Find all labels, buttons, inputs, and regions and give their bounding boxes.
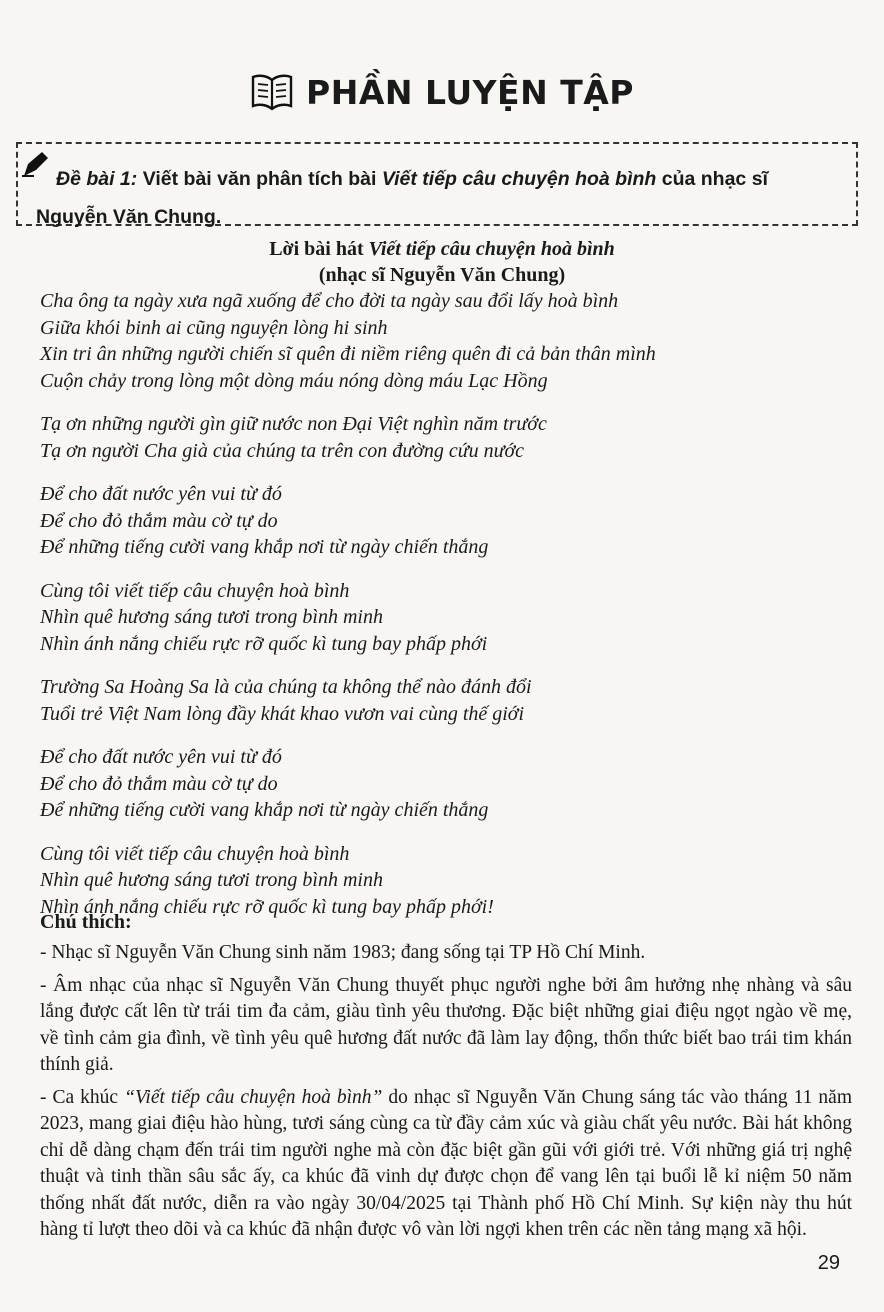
song-author: (nhạc sĩ Nguyễn Văn Chung) xyxy=(318,264,566,286)
task-box xyxy=(16,142,858,226)
page-number: 29 xyxy=(817,1252,840,1274)
lyric-line: Để cho đỏ thắm màu cờ tự do xyxy=(40,509,278,532)
section-title: PHẦN LUYỆN TẬP xyxy=(306,72,634,112)
note-paragraph-2 xyxy=(40,973,852,1079)
lyric-line: Để cho đỏ thắm màu cờ tự do xyxy=(40,772,278,795)
task-text-line2: Nguyễn Văn Chung. xyxy=(36,206,222,228)
lyric-line: Giữa khói binh ai cũng nguyện lòng hi sinh xyxy=(40,316,388,339)
lyric-line: Cuộn chảy trong lòng một dòng máu nóng dòng máu Lạc Hồng xyxy=(40,369,548,392)
lyrics-stanza xyxy=(40,674,860,727)
task-work-title: Viết tiếp câu chuyện hoà bình xyxy=(381,168,657,190)
task-label: Đề bài 1: xyxy=(56,168,138,190)
note-3-prefix: - Ca khúc xyxy=(40,1086,125,1108)
lyric-line: Xin tri ân những người chiến sĩ quên đi niềm riêng quên đi cả bản thân mình xyxy=(40,343,656,365)
lyric-line: Nhìn ánh nắng chiếu rực rỡ quốc kì tung bay phấp phới! xyxy=(40,895,494,918)
section-header xyxy=(0,62,884,122)
notes-heading: Chú thích: xyxy=(40,911,132,933)
notes-section xyxy=(40,908,852,1250)
note-paragraph-1: - Nhạc sĩ Nguyễn Văn Chung sinh năm 1983; đang sống tại TP Hồ Chí Minh. xyxy=(40,942,646,963)
lyric-line: Cùng tôi viết tiếp câu chuyện hoà bình xyxy=(40,579,350,602)
task-text-after: của nhạc sĩ xyxy=(661,168,768,190)
task-text-before: Viết bài văn phân tích bài xyxy=(142,168,377,190)
open-book-icon xyxy=(250,72,294,112)
lyric-line: Nhìn ánh nắng chiếu rực rỡ quốc kì tung bay phấp phới xyxy=(40,632,488,655)
lyrics-stanza xyxy=(40,288,860,394)
note-3-text: do nhạc sĩ Nguyễn Văn Chung sáng tác vào tháng 11 năm 2023, mang giai điệu hào hùng, tươi sáng cùng ca từ đầy cảm xúc và giàu chất yêu nước. Bài hát không chỉ dễ dàng chạm đến trái tim người nghe mà còn đặc biệt gần gũi với giới trẻ. Với những giá trị nghệ thuật và tinh thần sâu sắc ấy, ca khúc đã vinh dự được chọn để vang lên tại buổi lễ kỉ niệm 50 năm thống nhất đất nước, diễn ra vào ngày 30/04/2025 tại Thành phố Hồ Chí Minh. Sự kiện này thu hút hàng tỉ lượt theo dõi và ca khúc đã nhận được vô vàn lời ngợi khen trên các nền tảng mạng xã hội. xyxy=(40,1086,853,1240)
lyric-line: Nhìn quê hương sáng tươi trong bình minh xyxy=(40,606,383,628)
lyrics-stanza xyxy=(40,744,860,824)
lyrics-stanza xyxy=(40,411,860,464)
lyric-line: Nhìn quê hương sáng tươi trong bình minh xyxy=(40,869,383,891)
song-lyrics xyxy=(40,288,860,937)
lyric-line: Để cho đất nước yên vui từ đó xyxy=(40,483,282,505)
lyrics-stanza xyxy=(40,578,860,658)
lyric-line: Để cho đất nước yên vui từ đó xyxy=(40,746,282,768)
pen-icon xyxy=(20,150,50,178)
lyric-line: Tạ ơn người Cha già của chúng ta trên con đường cứu nước xyxy=(40,439,525,462)
lyric-line: Tạ ơn những người gìn giữ nước non Đại Việt nghìn năm trước xyxy=(40,413,547,435)
note-2-text: - Âm nhạc của nhạc sĩ Nguyễn Văn Chung thuyết phục người nghe bởi âm hưởng nhẹ nhàng và sâu lắng được cất lên từ trái tim đa cảm, giàu tình yêu thương. Đặc biệt những giai điệu ngọt ngào về mẹ, về tình cảm gia đình, về tình yêu quê hương đất nước đã làm lay động, thổn thức biết bao trái tim khán thính giả. xyxy=(40,974,852,1075)
lyric-line: Cùng tôi viết tiếp câu chuyện hoà bình xyxy=(40,842,350,865)
lyrics-stanza xyxy=(40,481,860,561)
task-statement xyxy=(36,160,846,236)
note-3-song-title: “Viết tiếp câu chuyện hoà bình” xyxy=(124,1086,383,1108)
lyric-line: Tuổi trẻ Việt Nam lòng đầy khát khao vươn vai cùng thế giới xyxy=(40,702,525,725)
song-heading xyxy=(0,238,884,261)
song-heading-title: Viết tiếp câu chuyện hoà bình xyxy=(368,238,615,260)
lyric-line: Để những tiếng cười vang khắp nơi từ ngày chiến thắng xyxy=(40,536,489,558)
lyric-line: Cha ông ta ngày xưa ngã xuống để cho đời ta ngày sau đổi lấy hoà bình xyxy=(40,290,619,312)
note-paragraph-3 xyxy=(40,1085,852,1244)
lyric-line: Để những tiếng cười vang khắp nơi từ ngày chiến thắng xyxy=(40,799,489,821)
lyric-line: Trường Sa Hoàng Sa là của chúng ta không thể nào đánh đổi xyxy=(40,676,532,698)
song-heading-prefix: Lời bài hát xyxy=(269,238,364,260)
